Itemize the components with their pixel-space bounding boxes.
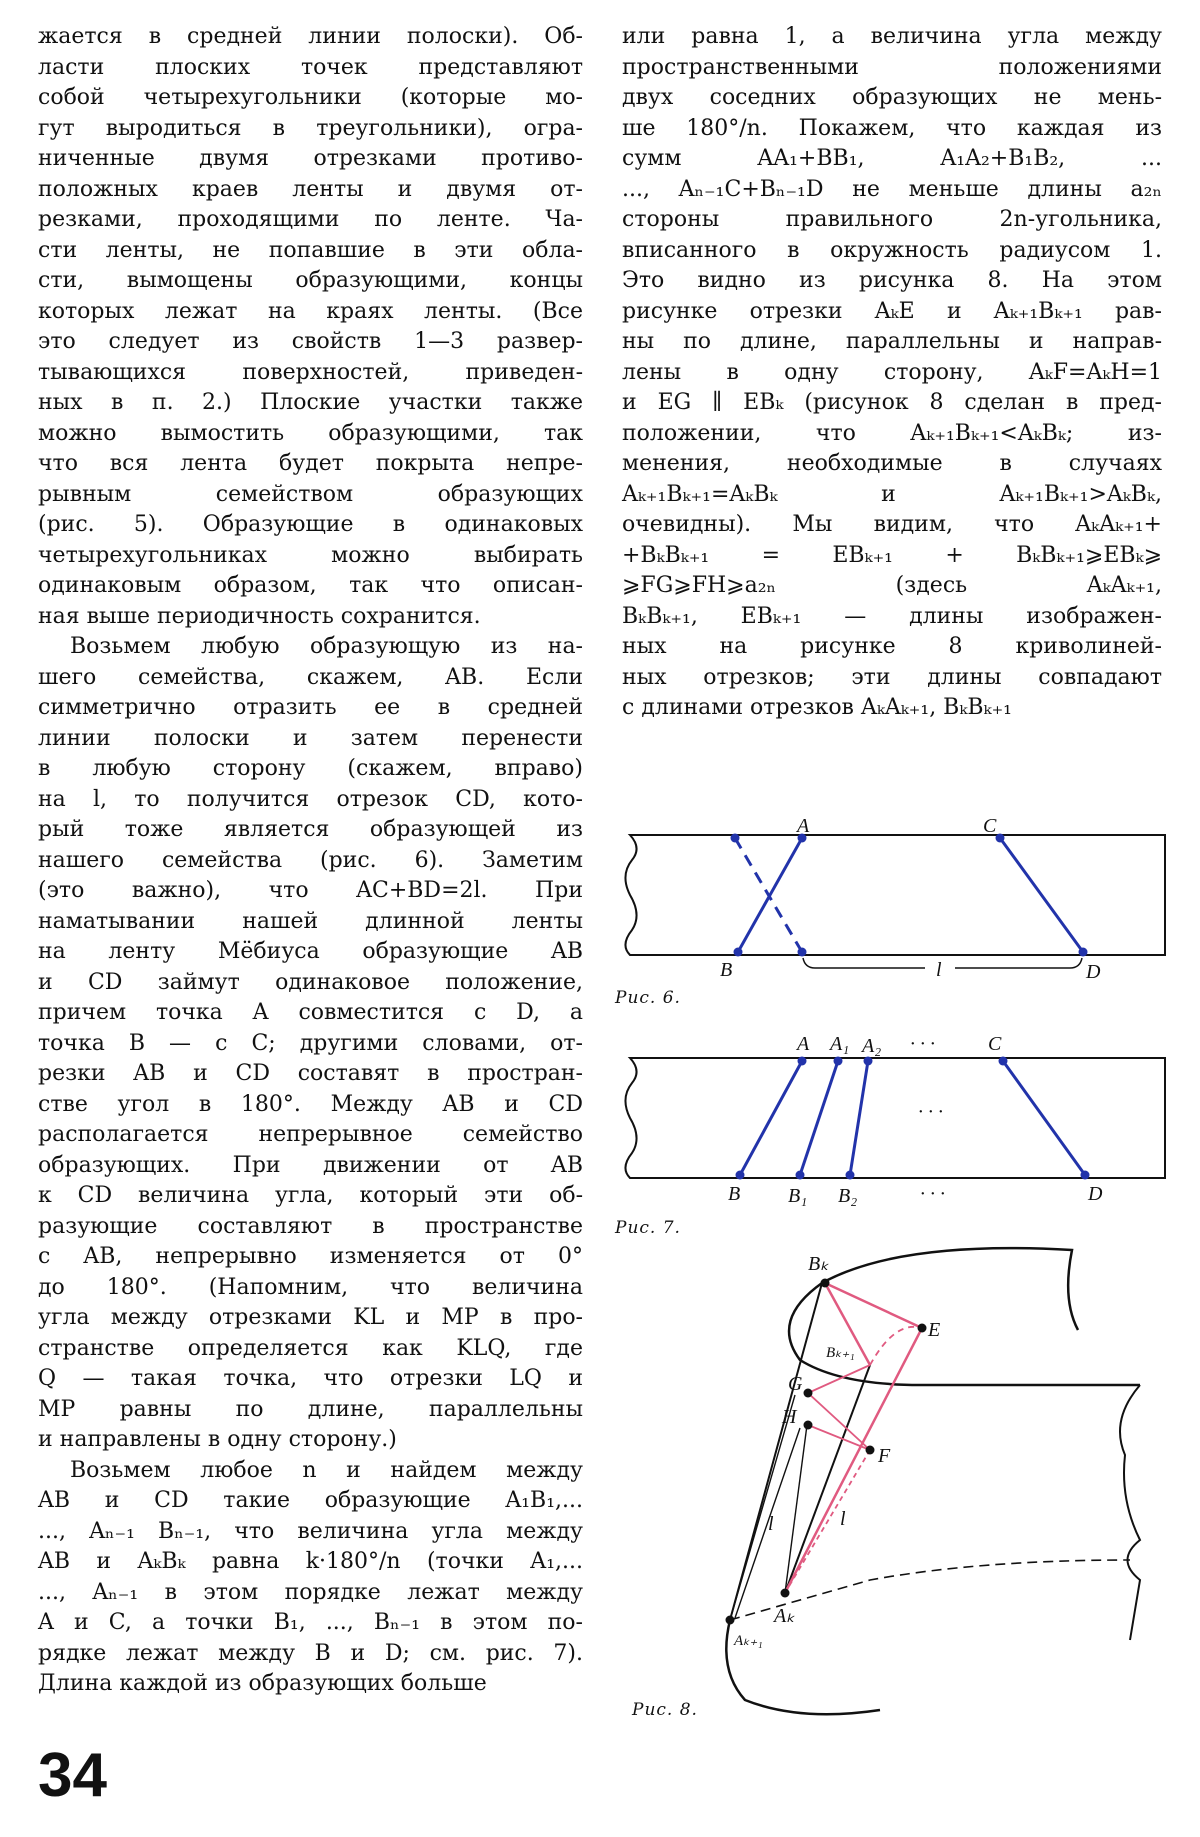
caption-fig7: Рис. 7. [615, 1218, 681, 1238]
figure-8 [726, 1248, 1141, 1714]
text-line: располагается непрерывное семейство [38, 1122, 583, 1147]
point-B [734, 948, 743, 957]
text-line: с AB, непрерывно изменяется от 0° [38, 1244, 583, 1269]
label-Bk: Bₖ [808, 1253, 829, 1275]
text-line: (рис. 5). Образующие в одинаковых [38, 512, 583, 537]
text-line: сумм AA₁+BB₁, A₁A₂+B₁B₂, ... [622, 146, 1162, 171]
text-line: ..., Aₙ₋₁ в этом порядке лежат между [38, 1579, 583, 1605]
text-line: рядке лежат между B и D; см. рис. 7). [38, 1640, 583, 1666]
brace-l [803, 958, 1082, 968]
label-Bk1: Bₖ₊₁ [826, 1345, 855, 1361]
segment-AB [738, 838, 802, 952]
label-D: D [1086, 961, 1101, 983]
dots-top: · · · [910, 1033, 935, 1055]
text-line: +BₖBₖ₊₁ = EBₖ₊₁ + BₖBₖ₊₁⩾EBₖ⩾ [622, 542, 1162, 568]
segment-A2B2 [850, 1061, 868, 1175]
dots-mid: · · · [918, 1101, 943, 1123]
segment-CD [1000, 838, 1083, 952]
right-edge [1120, 1385, 1140, 1640]
text-line: сти, вымощены образующими, концы [38, 268, 583, 293]
text-line: угла между отрезками KL и MP в про- [38, 1305, 583, 1330]
label-B: B [728, 1183, 741, 1205]
text-line: жается в средней линии полоски). Об- [38, 24, 583, 49]
label-C: C [983, 815, 997, 837]
label-C: C [988, 1033, 1002, 1055]
text-line: и EG ∥ EBₖ (рисунок 8 сделан в пред- [622, 390, 1162, 415]
segment-AB [740, 1061, 802, 1175]
label-E: E [928, 1319, 941, 1341]
text-line: Aₖ₊₁Bₖ₊₁=AₖBₖ и Aₖ₊₁Bₖ₊₁>AₖBₖ, [622, 481, 1162, 507]
text-line: сти ленты, не попавшие в эти обла- [38, 237, 583, 263]
text-line: ных в п. 2.) Плоские участки также [38, 390, 583, 415]
text-line: нашего семейства (рис. 6). Заметим [38, 847, 583, 873]
label-H: H [782, 1406, 797, 1428]
text-line: можно вымостить образующими, так [38, 420, 583, 446]
figure-6 [625, 815, 1165, 983]
text-line: в любую сторону (скажем, вправо) [38, 756, 583, 781]
point-C [999, 1057, 1008, 1066]
point-Ak [781, 1589, 790, 1598]
curve-Bk1-E [870, 1327, 922, 1365]
text-line: BₖBₖ₊₁, EBₖ₊₁ — длины изображен- [622, 603, 1162, 629]
text-line: симметрично отразить ее в средней [38, 695, 583, 720]
segment-A1B1 [800, 1061, 838, 1175]
label-A: A [797, 815, 810, 837]
point-F [866, 1446, 875, 1455]
text-line: лены в одну сторону, AₖF=AₖH=1 [622, 359, 1162, 385]
text-line: положении, что Aₖ₊₁Bₖ₊₁<AₖBₖ; из- [622, 420, 1162, 446]
text-line: Это видно из рисунка 8. На этом [622, 268, 1162, 293]
text-line: AB и AₖBₖ равна k·180°/n (точки A₁,... [38, 1549, 583, 1574]
text-line: Возьмем любую образующую из на- [70, 634, 583, 659]
segment-Bk-E [825, 1283, 922, 1328]
label-l2: l [840, 1508, 846, 1530]
text-line: MP равны по длине, параллельны [38, 1396, 583, 1422]
caption-fig8: Рис. 8. [632, 1700, 698, 1720]
point [798, 948, 807, 957]
point-A [798, 1057, 807, 1066]
point-B [736, 1171, 745, 1180]
figure-7 [625, 1033, 1165, 1207]
text-line: и CD займут одинаковое положение, [38, 969, 583, 995]
text-line: это следует из свойств 1—3 развер- [38, 329, 583, 354]
upper-edge [822, 1248, 1078, 1330]
segment-CD [1003, 1061, 1085, 1175]
point-D [1081, 1171, 1090, 1180]
text-line: A и C, а точки B₁, ..., Bₙ₋₁ в этом по- [38, 1610, 583, 1635]
strip-7 [625, 1058, 1165, 1178]
point-G [804, 1389, 813, 1398]
label-A: A [797, 1033, 810, 1055]
text-line: (это важно), что AC+BD=2l. При [38, 878, 583, 903]
text-line: гут выродиться в треугольники), огра- [38, 115, 583, 141]
text-line: к CD величина угла, который эти об- [38, 1183, 583, 1208]
text-line: Возьмем любое n и найдем между [70, 1457, 583, 1483]
text-line: одинаковым образом, так что описан- [38, 573, 583, 598]
label-A2: A₂ [862, 1035, 882, 1057]
text-line: наматывании нашей длинной ленты [38, 908, 583, 934]
text-line: четырехугольниках можно выбирать [38, 542, 583, 568]
point-Ak1 [726, 1616, 735, 1625]
label-B1: B₁ [788, 1185, 808, 1207]
text-line: ше 180°/n. Покажем, что каждая из [622, 115, 1162, 141]
caption-fig6: Рис. 6. [615, 988, 681, 1008]
segment-l [785, 1425, 807, 1593]
point-Bk [821, 1279, 830, 1288]
text-line: ных отрезков; эти длины совпадают [622, 664, 1162, 690]
text-line: линии полоски и затем перенести [38, 725, 583, 751]
segment-G-F [808, 1393, 870, 1450]
text-line: с длинами отрезков AₖAₖ₊₁, BₖBₖ₊₁ [622, 695, 1012, 720]
label-G: G [788, 1373, 803, 1395]
text-line: что вся лента будет покрыта непре- [38, 451, 583, 476]
text-line: на ленту Мёбиуса образующие AB [38, 939, 583, 964]
text-line: резками, проходящими по ленте. Ча- [38, 207, 583, 232]
text-line: на l, то получится отрезок CD, кото- [38, 786, 583, 812]
text-line: ных на рисунке 8 криволиней- [622, 634, 1162, 659]
text-line: двух соседних образующих не мень- [622, 85, 1162, 110]
text-line: положных краев ленты и двумя от- [38, 176, 583, 202]
point-B1 [796, 1171, 805, 1180]
text-line: ниченные двумя отрезками противо- [38, 146, 583, 171]
text-line: шего семейства, скажем, AB. Если [38, 664, 583, 690]
text-line: AB и CD такие образующие A₁B₁,... [38, 1488, 583, 1513]
text-line: пространственными положениями [622, 54, 1162, 80]
text-line: ⩾FG⩾FH⩾a₂ₙ (здесь AₖAₖ₊₁, [622, 573, 1162, 598]
text-line: ная выше периодичность сохранится. [38, 603, 481, 629]
text-line: до 180°. (Напомним, что величина [38, 1274, 583, 1300]
text-line: вписанного в окружность радиусом 1. [622, 237, 1162, 263]
text-line: рый тоже является образующей из [38, 817, 583, 842]
label-Ak: Aₖ [774, 1605, 795, 1627]
text-line: очевидны). Мы видим, что AₖAₖ₊₁+ [622, 512, 1162, 537]
text-line: образующих. При движении от AB [38, 1152, 583, 1178]
point-B2 [846, 1171, 855, 1180]
text-line: собой четырехугольники (которые мо- [38, 85, 583, 110]
text-line: разующие составляют в пространстве [38, 1213, 583, 1239]
strip-6 [625, 835, 1165, 955]
label-F: F [878, 1445, 891, 1467]
label-Ak1: Aₖ₊₁ [734, 1633, 763, 1649]
label-l1: l [768, 1513, 774, 1535]
point-A1 [834, 1057, 843, 1066]
label-A1: A₁ [830, 1033, 850, 1055]
dots-bottom: · · · [920, 1183, 945, 1205]
text-line: точка B — с C; другими словами, от- [38, 1030, 583, 1056]
point [731, 834, 740, 843]
text-line: ласти плоских точек представляют [38, 54, 583, 80]
text-line: ..., Aₙ₋₁C+Bₙ₋₁D не меньше длины a₂ₙ [622, 176, 1162, 202]
label-D: D [1088, 1183, 1103, 1205]
point-C [996, 834, 1005, 843]
label-B: B [720, 959, 733, 981]
text-line: тывающихся поверхностей, приведен- [38, 359, 583, 385]
label-B2: B₂ [838, 1185, 858, 1207]
point-H [804, 1421, 813, 1430]
text-line: Q — такая точка, что отрезки LQ и [38, 1366, 583, 1391]
segment-E-Ak [785, 1328, 922, 1593]
text-line: и направлены в одну сторону.) [38, 1427, 397, 1452]
text-line: ны по длине, параллельны и направ- [622, 329, 1162, 354]
point-D [1079, 948, 1088, 957]
text-line: странстве определяется как KLQ, где [38, 1335, 583, 1361]
point-A2 [864, 1057, 873, 1066]
text-line: менения, необходимые в случаях [622, 451, 1162, 476]
text-line: стороны правильного 2n-угольника, [622, 207, 1162, 232]
label-l: l [936, 959, 942, 981]
text-line: причем точка A совместится с D, а [38, 1000, 583, 1025]
segment-F-Ak [785, 1450, 870, 1593]
text-line: или равна 1, а величина угла между [622, 24, 1162, 49]
text-line: которых лежат на краях ленты. (Все [38, 298, 583, 324]
page-number: 34 [38, 1741, 107, 1810]
text-line: рисунке отрезки AₖE и Aₖ₊₁Bₖ₊₁ рав- [622, 298, 1162, 324]
point-E [918, 1324, 927, 1333]
text-line: ..., Aₙ₋₁ Bₙ₋₁, что величина угла между [38, 1518, 583, 1544]
text-line: Длина каждой из образующих больше [38, 1671, 487, 1696]
upper-band [789, 1283, 1140, 1385]
text-line: резки AB и CD составят в простран- [38, 1061, 583, 1086]
segment-Bk1-Ak [785, 1365, 870, 1593]
segment-Bk-Ak1 [730, 1283, 822, 1620]
text-line: стве угол в 180°. Между AB и CD [38, 1091, 583, 1117]
text-line: рывным семейством образующих [38, 481, 583, 507]
